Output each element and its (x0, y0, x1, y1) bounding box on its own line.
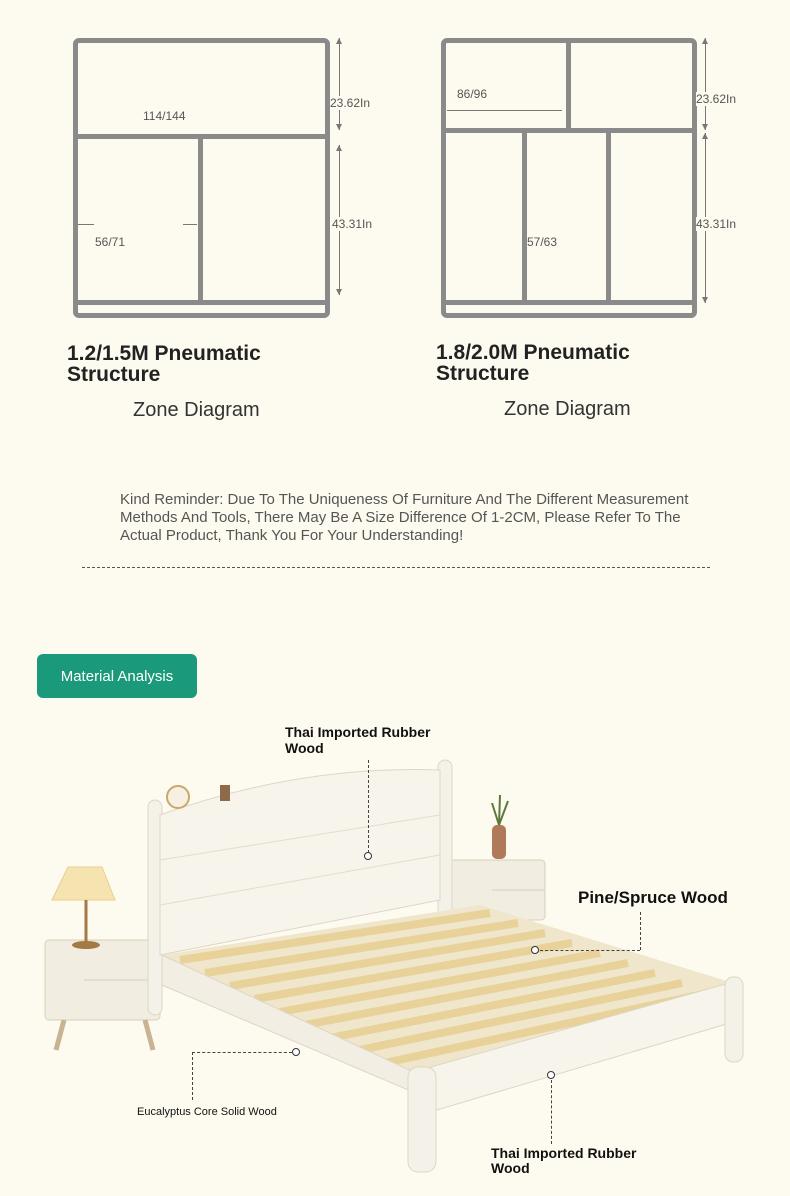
footboard-material-label: Thai Imported Rubber Wood (491, 1145, 637, 1176)
right-diagram-subtitle: Zone Diagram (504, 398, 631, 420)
left-width-label: 114/144 (143, 109, 186, 123)
core-material-label: Eucalyptus Core Solid Wood (137, 1106, 277, 1118)
headboard-hotspot[interactable] (364, 852, 372, 860)
left-nightstand (45, 867, 160, 1050)
right-height-top-label: 23.62In (696, 92, 737, 106)
slats-material-label: Pine/Spruce Wood (578, 888, 728, 907)
kind-reminder-text: Kind Reminder: Due To The Uniqueness Of Furniture And The Different Measurement Methods And Tools, There May Be A Size Difference Of 1-2CM, Please Refer To The Actual Product, Thank You For Your Understanding! (120, 491, 689, 544)
right-width-label: 86/96 (457, 87, 488, 101)
right-nightstand (450, 795, 545, 920)
core-hotspot[interactable] (292, 1048, 300, 1056)
dashed-divider (82, 567, 710, 568)
left-diagram-title: 1.2/1.5M Pneumatic Structure (67, 342, 261, 386)
slats-hotspot[interactable] (531, 946, 539, 954)
headboard-material-label: Thai Imported Rubber Wood (285, 724, 431, 756)
footboard-hotspot[interactable] (547, 1071, 555, 1079)
right-diagram-title: 1.8/2.0M Pneumatic Structure (436, 341, 630, 385)
left-inner-width-label: 56/71 (95, 235, 126, 249)
material-analysis-badge: Material Analysis (37, 654, 197, 698)
left-diagram-subtitle: Zone Diagram (133, 399, 260, 421)
left-height-top-label: 23.62In (330, 96, 371, 110)
left-height-bottom-label: 43.31In (332, 217, 373, 231)
right-height-bottom-label: 43.31In (696, 217, 737, 231)
right-inner-width-label: 57/63 (527, 235, 558, 249)
